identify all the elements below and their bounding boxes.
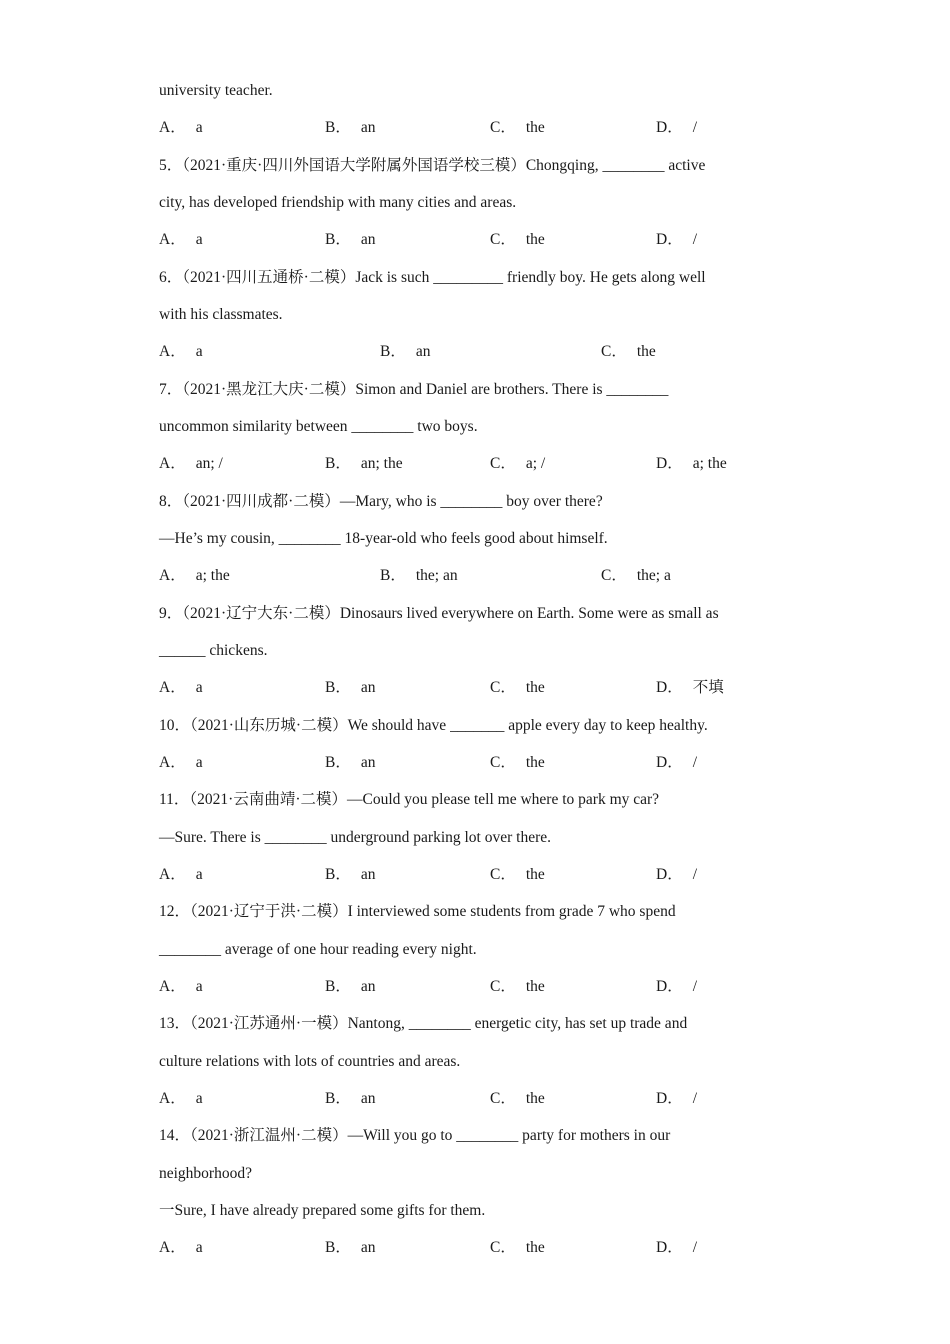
option-a[interactable]: A． a xyxy=(159,119,203,136)
option-d[interactable]: D． / xyxy=(656,978,698,995)
question-11-options xyxy=(159,865,799,885)
question-8-options xyxy=(159,566,799,586)
question-11-text-cont: —Sure. There is ________ underground parking lot over there. xyxy=(159,829,552,846)
question-5-options xyxy=(159,230,799,250)
option-a[interactable]: A． a xyxy=(159,231,203,248)
option-d[interactable]: D． / xyxy=(656,231,698,248)
option-a[interactable]: A． a xyxy=(159,1090,203,1107)
option-d[interactable]: D． / xyxy=(656,866,698,883)
option-b[interactable]: B． an xyxy=(325,231,376,248)
option-a[interactable]: A． a xyxy=(159,1239,203,1256)
question-12-text-cont: ________ average of one hour reading every night. xyxy=(159,941,477,958)
option-b[interactable]: B． an; the xyxy=(325,455,403,472)
question-14-text: 14．（2021·浙江温州·二模）—Will you go to ________ party for mothers in our xyxy=(159,1127,671,1144)
question-5-text-cont: city, has developed friendship with many cities and areas. xyxy=(159,194,517,211)
question-6-text: 6．（2021·四川五通桥·二模）Jack is such _________ friendly boy. He gets along well xyxy=(159,269,706,286)
option-b[interactable]: B． an xyxy=(380,343,431,360)
option-a[interactable]: A． a xyxy=(159,754,203,771)
option-b[interactable]: B． an xyxy=(325,754,376,771)
option-a[interactable]: A． a xyxy=(159,866,203,883)
question-6-text-cont: with his classmates. xyxy=(159,306,283,323)
option-c[interactable]: C． the xyxy=(490,679,545,696)
option-c[interactable]: C． the; a xyxy=(601,567,671,584)
question-8-text-cont: —He’s my cousin, ________ 18-year-old who feels good about himself. xyxy=(159,530,608,547)
option-c[interactable]: C． the xyxy=(601,343,656,360)
option-d[interactable]: D． a; the xyxy=(656,455,727,472)
question-13-text: 13．（2021·江苏通州·一模）Nantong, ________ energetic city, has set up trade and xyxy=(159,1015,688,1032)
question-7-text-cont: uncommon similarity between ________ two boys. xyxy=(159,418,478,435)
question-7-options xyxy=(159,454,799,474)
question-10-text: 10．（2021·山东历城·二模）We should have _______ apple every day to keep healthy. xyxy=(159,717,708,734)
option-c[interactable]: C． the xyxy=(490,866,545,883)
question-10-options xyxy=(159,753,799,773)
question-7-text: 7．（2021·黑龙江大庆·二模）Simon and Daniel are brothers. There is ________ xyxy=(159,381,669,398)
question-14-options xyxy=(159,1238,799,1258)
option-a[interactable]: A． a xyxy=(159,343,203,360)
question-9-text-cont: ______ chickens. xyxy=(159,642,268,659)
option-b[interactable]: B． an xyxy=(325,978,376,995)
option-c[interactable]: C． the xyxy=(490,978,545,995)
option-d[interactable]: D． / xyxy=(656,119,698,136)
option-d[interactable]: D． / xyxy=(656,754,698,771)
option-b[interactable]: B． an xyxy=(325,679,376,696)
option-b[interactable]: B． an xyxy=(325,866,376,883)
question-13-options xyxy=(159,1089,799,1109)
option-b[interactable]: B． an xyxy=(325,119,376,136)
question-9-text: 9．（2021·辽宁大东·二模）Dinosaurs lived everywhere on Earth. Some were as small as xyxy=(159,605,719,622)
question-13-text-cont: culture relations with lots of countries and areas. xyxy=(159,1053,461,1070)
option-b[interactable]: B． an xyxy=(325,1239,376,1256)
question-9-options xyxy=(159,678,799,698)
option-d[interactable]: D． / xyxy=(656,1239,698,1256)
option-c[interactable]: C． a; / xyxy=(490,455,546,472)
option-a[interactable]: A． an; / xyxy=(159,455,223,472)
question-4-options xyxy=(159,118,799,138)
option-c[interactable]: C． the xyxy=(490,754,545,771)
option-a[interactable]: A． a xyxy=(159,978,203,995)
question-11-text: 11．（2021·云南曲靖·二模）—Could you please tell me where to park my car? xyxy=(159,791,660,808)
option-c[interactable]: C． the xyxy=(490,119,545,136)
option-c[interactable]: C． the xyxy=(490,1239,545,1256)
option-d[interactable]: D． / xyxy=(656,1090,698,1107)
question-6-options xyxy=(159,342,799,362)
question-8-text: 8．（2021·四川成都·二模）—Mary, who is ________ boy over there? xyxy=(159,493,603,510)
option-a[interactable]: A． a; the xyxy=(159,567,230,584)
option-b[interactable]: B． the; an xyxy=(380,567,458,584)
question-4-text: university teacher. xyxy=(159,82,273,99)
question-14-text-cont2: 一Sure, I have already prepared some gifts for them. xyxy=(159,1202,486,1219)
option-d[interactable]: D． 不填 xyxy=(656,679,724,696)
question-5-text: 5．（2021·重庆·四川外国语大学附属外国语学校三模）Chongqing, ________ active xyxy=(159,157,706,174)
option-c[interactable]: C． the xyxy=(490,231,545,248)
option-c[interactable]: C． the xyxy=(490,1090,545,1107)
question-12-options xyxy=(159,977,799,997)
option-b[interactable]: B． an xyxy=(325,1090,376,1107)
question-14-text-cont: neighborhood? xyxy=(159,1165,252,1182)
question-12-text: 12．（2021·辽宁于洪·二模）I interviewed some students from grade 7 who spend xyxy=(159,903,676,920)
option-a[interactable]: A． a xyxy=(159,679,203,696)
